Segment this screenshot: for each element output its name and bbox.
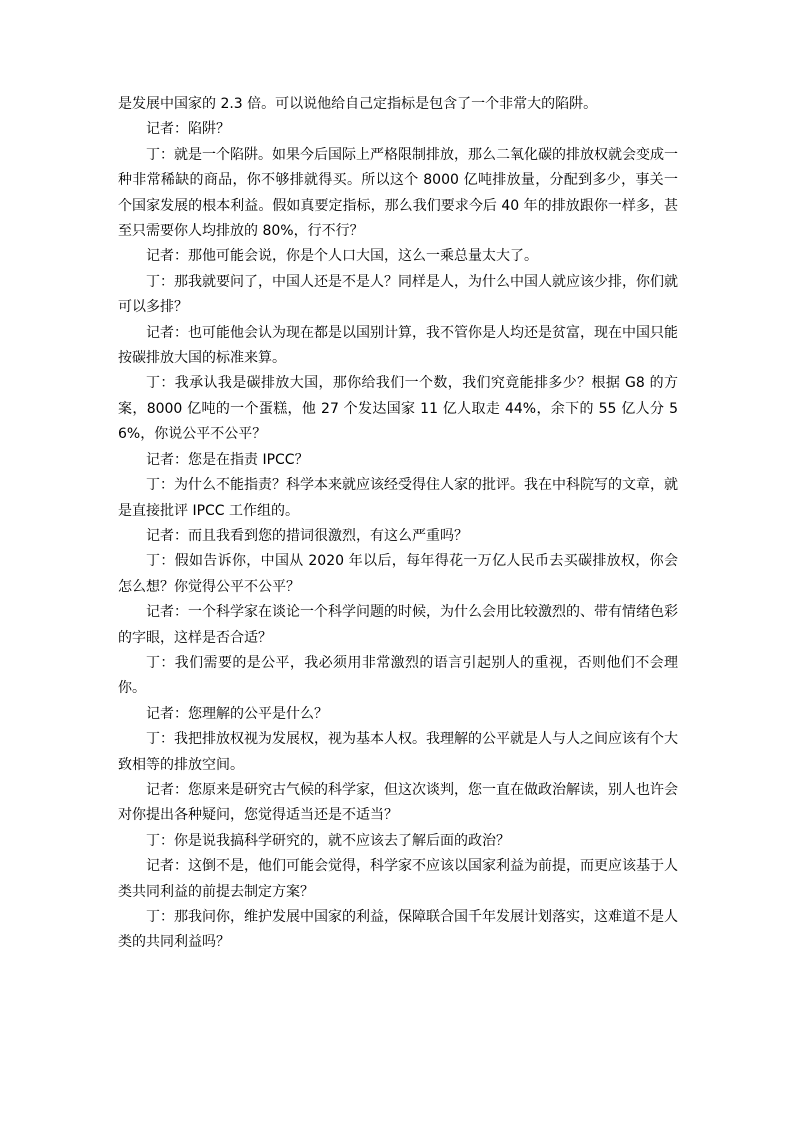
document-page bbox=[118, 92, 678, 956]
paragraph: 记者：而且我看到您的措词很激烈，有这么严重吗？ bbox=[146, 527, 468, 544]
paragraph: 丁：那我问你，维护发展中国家的利益，保障联合国千年发展计划落实，这难道不是人类的共同利益吗？ bbox=[118, 909, 678, 951]
paragraph: 记者：这倒不是，他们可能会觉得，科学家不应该以国家利益为前提，而更应该基于人类共同利益的前提去制定方案？ bbox=[118, 858, 678, 900]
paragraph: 记者：也可能他会认为现在都是以国别计算，我不管你是人均还是贫富，现在中国只能按碳排放大国的标准来算。 bbox=[118, 324, 678, 367]
paragraph: 丁：我们需要的是公平，我必须用非常激烈的语言引起别人的重视，否则他们不会理你。 bbox=[118, 654, 678, 697]
paragraph: 记者：您理解的公平是什么？ bbox=[146, 705, 328, 722]
paragraph: 丁：就是一个陷阱。如果今后国际上严格限制排放，那么二氧化碳的排放权就会变成一种非常稀缺的商品，你不够排就得买。所以这个 8000 亿吨排放量，分配到多少，事关一个国家发展的根本利益。假如真要定指标，那么我们要求今后 40 年的排放跟你一样多，甚至只需要你人均排放的 80%，行不行？ bbox=[118, 146, 678, 240]
paragraph: 记者：您原来是研究古气候的科学家，但这次谈判，您一直在做政治解读，别人也许会对你提出各种疑问，您觉得适当还是不适当？ bbox=[118, 781, 678, 824]
paragraph: 记者：一个科学家在谈论一个科学问题的时候，为什么会用比较激烈的、带有情绪色彩的字眼，这样是否合适？ bbox=[118, 604, 678, 646]
paragraph: 丁：那我就要问了，中国人还是不是人？同样是人，为什么中国人就应该少排，你们就可以多排？ bbox=[118, 273, 678, 316]
paragraph: 丁：我承认我是碳排放大国，那你给我们一个数，我们究竟能排多少？根据 G8 的方案，8000 亿吨的一个蛋糕，他 27 个发达国家 11 亿人取走 44%，余下的 55 亿人分 56%，你说公平不公平？ bbox=[118, 375, 678, 443]
paragraph: 丁：你是说我搞科学研究的，就不应该去了解后面的政治？ bbox=[146, 832, 510, 849]
paragraph: 丁：为什么不能指责？科学本来就应该经受得住人家的批评。我在中科院写的文章，就是直接批评 IPCC 工作组的。 bbox=[118, 477, 678, 519]
paragraph: 是发展中国家的 2.3 倍。可以说他给自己定指标是包含了一个非常大的陷阱。 bbox=[118, 96, 598, 112]
paragraph: 丁：假如告诉你，中国从 2020 年以后，每年得花一万亿人民币去买碳排放权，你会怎么想？你觉得公平不公平？ bbox=[118, 553, 678, 595]
paragraph: 记者：陷阱？ bbox=[146, 121, 230, 138]
paragraph: 丁：我把排放权视为发展权，视为基本人权。我理解的公平就是人与人之间应该有个大致相等的排放空间。 bbox=[118, 731, 678, 773]
paragraph: 记者：您是在指责 IPCC？ bbox=[146, 451, 309, 468]
paragraph: 记者：那他可能会说，你是个人口大国，这么一乘总量太大了。 bbox=[146, 248, 538, 265]
